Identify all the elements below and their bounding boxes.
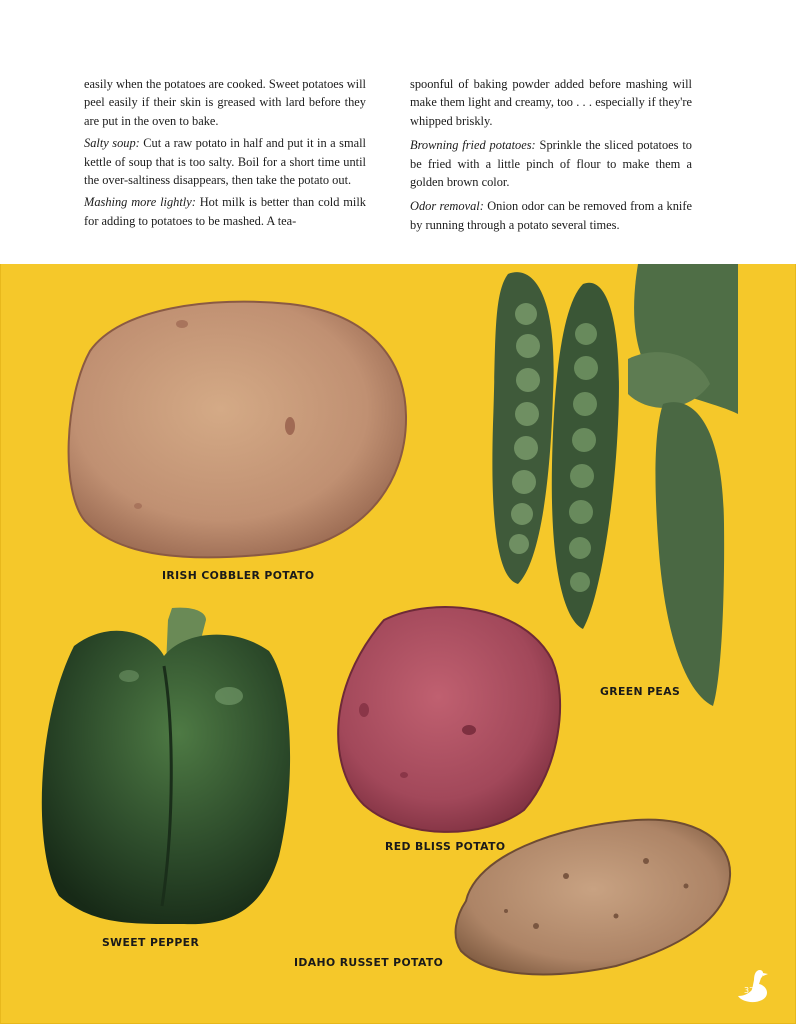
sweet-pepper-label: SWEET PEPPER [102, 936, 200, 949]
paragraph-salty-soup: Salty soup: Cut a raw potato in half and put it in a small kettle of soup that is too salty. Boil for a short time until the over-saltiness disappears, then take the potato out. [84, 136, 366, 188]
green-peas-label: GREEN PEAS [600, 685, 681, 698]
paragraph-lead: Salty soup: [84, 136, 140, 151]
sweet-pepper-image [34, 606, 296, 928]
paragraph-mashing: Mashing more lightly: Hot milk is better than cold milk for adding to potatoes to be mashed. A tea- [84, 195, 367, 228]
red-bliss-potato-image [324, 600, 564, 840]
text-panel [0, 0, 796, 264]
text-column-left [84, 75, 366, 234]
paragraph-lead: Odor removal: [410, 199, 484, 214]
idaho-russet-potato-image [446, 816, 734, 982]
paragraph-lead: Mashing more lightly: [84, 195, 196, 210]
paragraph-lead: Browning fried potatoes: [410, 138, 536, 153]
idaho-russet-label: IDAHO RUSSET POTATO [294, 956, 444, 969]
paragraph: easily when the potatoes are cooked. Sweet potatoes will peel easily if their skin is greased with lard before they are put in the oven to bake. [84, 77, 366, 128]
paragraph: spoonful of baking powder added before mashing will make them light and creamy, too . . . especially if they're whipped briskly. [410, 77, 692, 128]
irish-cobbler-potato-image [60, 296, 410, 564]
paragraph-browning: Browning fried potatoes: Sprinkle the sliced potatoes to be fried with a little pinch of flour to make them a golden brown color. [410, 138, 692, 190]
irish-cobbler-label: IRISH COBBLER POTATO [162, 569, 315, 582]
page-number: 37 [744, 986, 755, 995]
red-bliss-label: RED BLISS POTATO [385, 840, 506, 853]
text-column-right [410, 75, 692, 238]
paragraph-odor: Odor removal: Onion odor can be removed from a knife by running through a potato several times. [410, 199, 692, 232]
